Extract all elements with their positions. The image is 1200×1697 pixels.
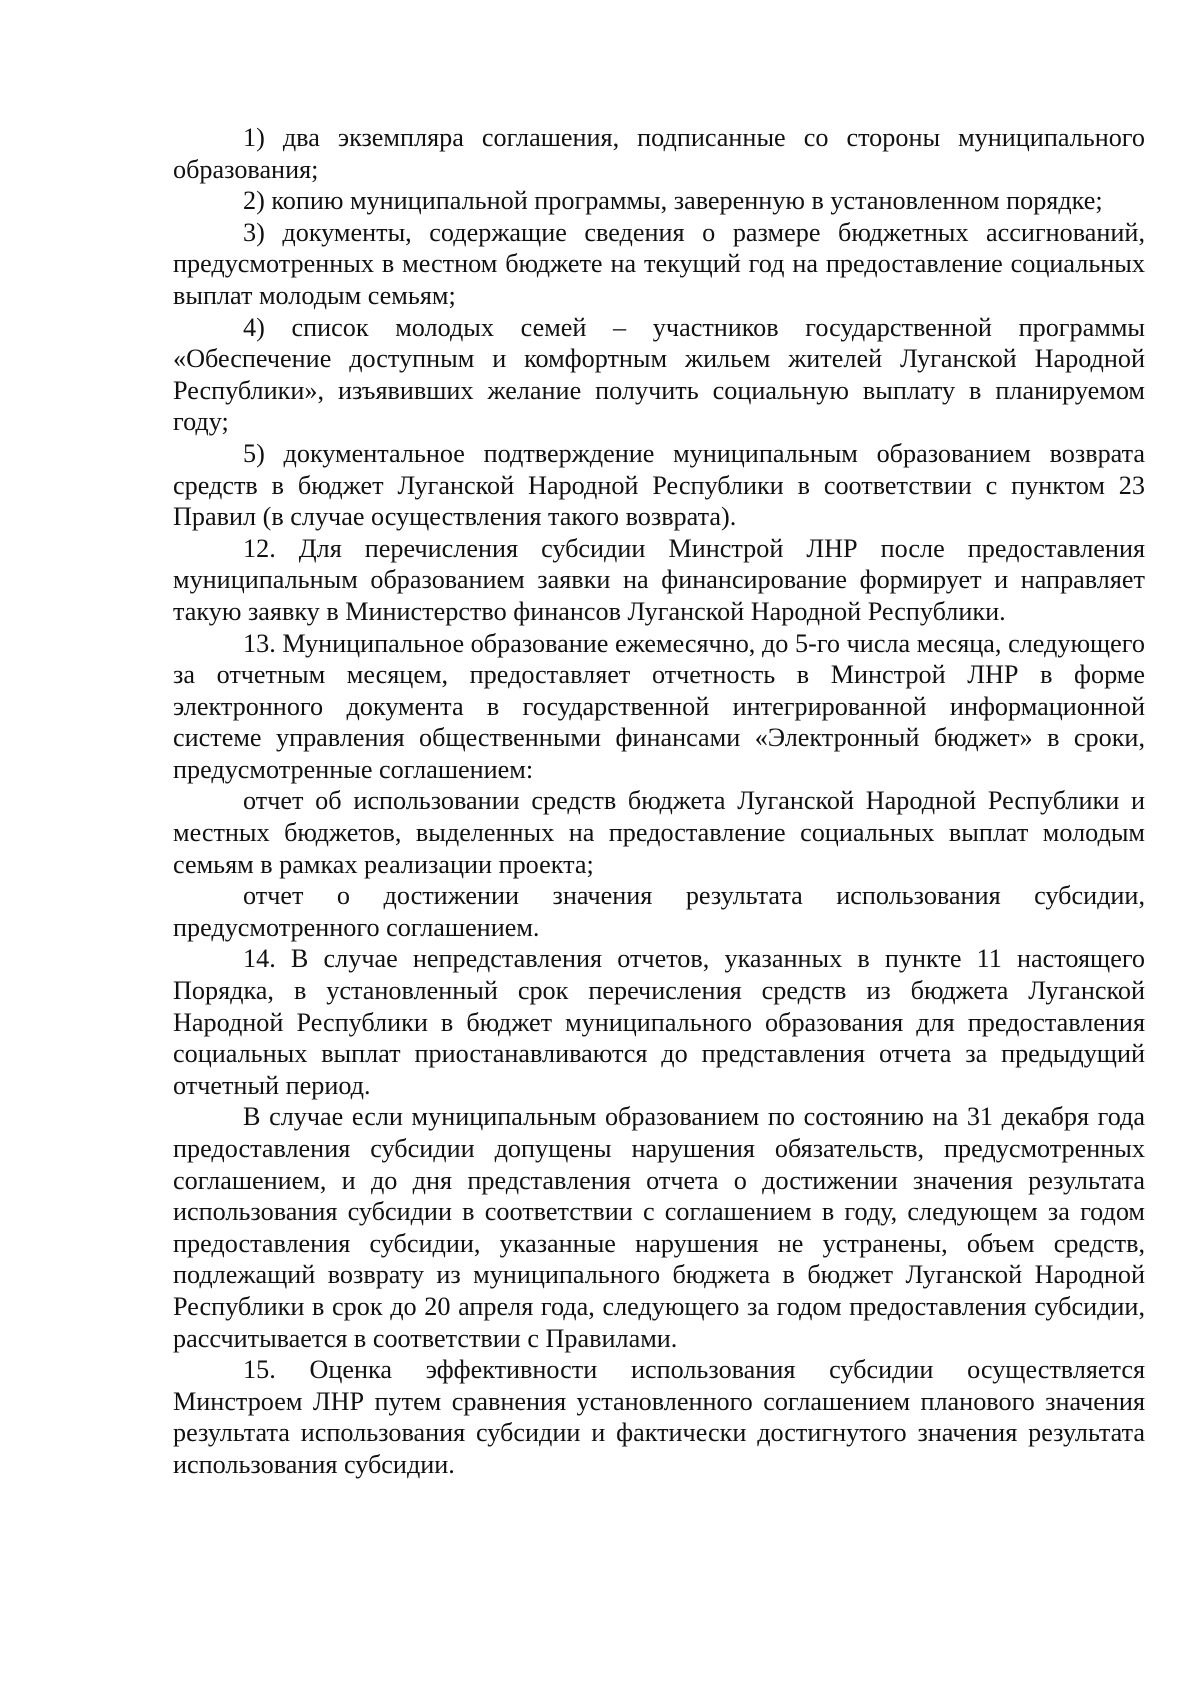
clause-12: 12. Для перечисления субсидии Минстрой ЛНР после предоставления муниципальным образованием заявки на финансирование формирует и направляет такую заявку в Министерство финансов Луганской Народной Республики. [173,533,1145,626]
clause-14-violations: В случае если муниципальным образованием по состоянию на 31 декабря года предоставления субсидии допущены нарушения обязательств, предусмотренных соглашением, и до дня представления отчета о достижении значения результата использования субсидии в соответствии с соглашением в году, следующем за годом предоставления субсидии, указанные нарушения не устранены, объем средств, подлежащий возврату из муниципального бюджета в бюджет Луганской Народной Республики в срок до 20 апреля года, следующего за годом предоставления субсидии, рассчитывается в соответствии с Правилами. [173,1102,1145,1353]
list-item-budget-documents: 3) документы, содержащие сведения о размере бюджетных ассигнований, предусмотренных в местном бюджете на текущий год на предоставление социальных выплат молодым семьям; [173,217,1145,310]
clause-15: 15. Оценка эффективности использования субсидии осуществляется Минстроем ЛНР путем сравнения установленного соглашением планового значения результата использования субсидии и фактически достигнутого значения результата использования субсидии. [173,1355,1145,1479]
clause-13-report-result: отчет о достижении значения результата использования субсидии, предусмотренного соглашением. [173,881,1145,942]
document-page [173,122,1145,1481]
clause-13: 13. Муниципальное образование ежемесячно, до 5-го числа месяца, следующего за отчетным месяцем, предоставляет отчетность в Минстрой ЛНР в форме электронного документа в государственной интегрированной информационной системе управления общественными финансами «Электронный бюджет» в сроки, предусмотренные соглашением: [173,628,1145,784]
list-item-program-copy: 2) копию муниципальной программы, заверенную в установленном порядке; [243,186,1103,216]
list-item-agreement-copies: 1) два экземпляра соглашения, подписанные со стороны муниципального образования; [173,123,1145,184]
clause-13-report-funds: отчет об использовании средств бюджета Луганской Народной Республики и местных бюджетов, выделенных на предоставление социальных выплат молодым семьям в рамках реализации проекта; [173,786,1145,879]
list-item-refund-confirmation: 5) документальное подтверждение муниципальным образованием возврата средств в бюджет Луганской Народной Республики в соответствии с пунктом 23 Правил (в случае осуществления такого возврата). [173,438,1145,532]
clause-14: 14. В случае непредставления отчетов, указанных в пункте 11 настоящего Порядка, в установленный срок перечисления средств из бюджета Луганской Народной Республики в бюджет муниципального образования для предоставления социальных выплат приостанавливаются до представления отчета за предыдущий отчетный период. [173,944,1145,1100]
list-item-families-list: 4) список молодых семей – участников государственной программы «Обеспечение доступным и комфортным жильем жителей Луганской Народной Республики», изъявивших желание получить социальную выплату в планируемом году; [173,312,1145,437]
